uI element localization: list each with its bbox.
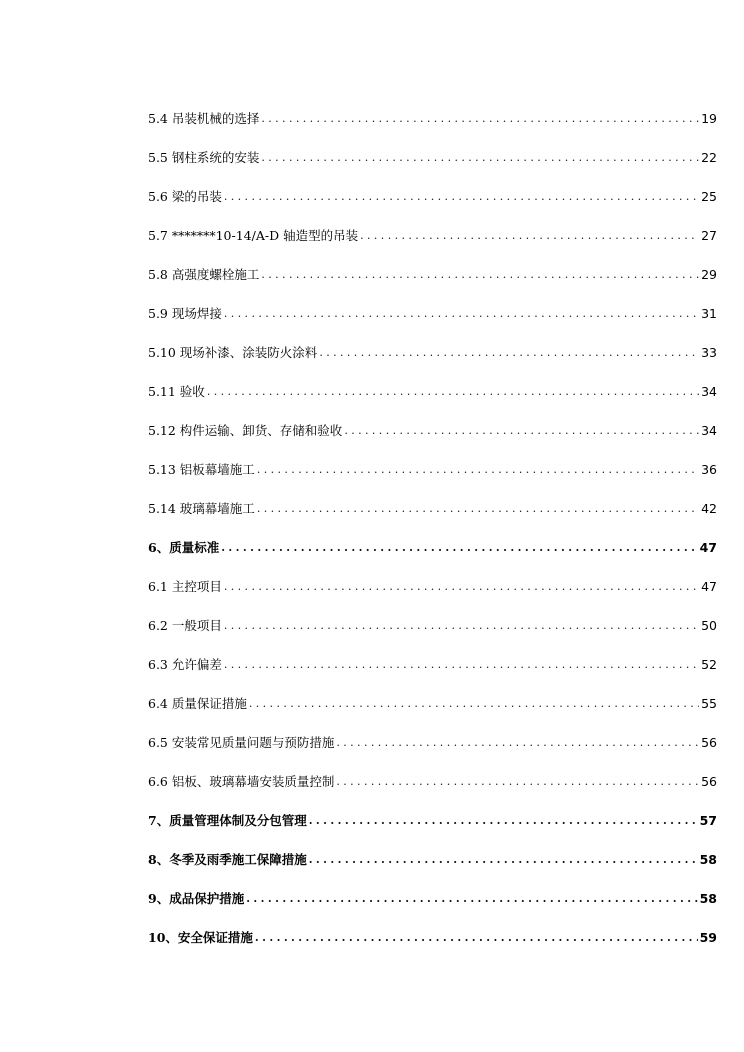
toc-entry-5-13[interactable] <box>148 439 717 478</box>
toc-page-number: 34 <box>701 423 717 438</box>
toc-page-number: 34 <box>701 384 717 399</box>
dot-leader <box>336 735 699 751</box>
dot-leader <box>261 111 699 127</box>
toc-entry-5-8[interactable] <box>148 244 717 283</box>
toc-entry-6-6[interactable] <box>148 751 717 790</box>
toc-page-number: 31 <box>701 306 717 321</box>
toc-entry-6-3[interactable] <box>148 634 717 673</box>
dot-leader <box>309 852 698 868</box>
toc-page-number: 52 <box>701 657 717 672</box>
toc-entry-6-1[interactable] <box>148 556 717 595</box>
toc-page-number: 25 <box>701 189 717 204</box>
toc-entry-10[interactable] <box>148 907 717 946</box>
toc-page-number: 22 <box>701 150 717 165</box>
toc-entry-6-5[interactable] <box>148 712 717 751</box>
toc-entry-title: 7、质量管理体制及分包管理 <box>148 813 307 828</box>
toc-entry-title: 5.5 钢柱系统的安装 <box>148 150 260 165</box>
toc-entry-title: 6.5 安装常见质量问题与预防措施 <box>148 735 335 750</box>
toc-page-number: 19 <box>701 111 717 126</box>
toc-page-number: 47 <box>699 540 717 555</box>
toc-page-number: 50 <box>701 618 717 633</box>
toc-entry-9[interactable] <box>148 868 717 907</box>
toc-entry-title: 6.2 一般项目 <box>148 618 222 633</box>
toc-page-number: 57 <box>699 813 717 828</box>
toc-page-number: 56 <box>701 774 717 789</box>
toc-entry-5-10[interactable] <box>148 322 717 361</box>
toc-entry-6[interactable] <box>148 517 717 556</box>
table-of-contents <box>148 88 717 946</box>
toc-entry-5-11[interactable] <box>148 361 717 400</box>
toc-page-number: 27 <box>701 228 717 243</box>
toc-entry-title: 6.3 允许偏差 <box>148 657 222 672</box>
dot-leader <box>224 306 699 322</box>
toc-entry-5-12[interactable] <box>148 400 717 439</box>
toc-entry-title: 5.12 构件运输、卸货、存储和验收 <box>148 423 343 438</box>
toc-page-number: 56 <box>701 735 717 750</box>
dot-leader <box>261 150 699 166</box>
toc-entry-title: 10、安全保证措施 <box>148 930 253 945</box>
dot-leader <box>255 930 698 946</box>
toc-entry-7[interactable] <box>148 790 717 829</box>
dot-leader <box>224 618 699 634</box>
toc-page-number: 36 <box>701 462 717 477</box>
toc-entry-title: 5.8 高强度螺栓施工 <box>148 267 260 282</box>
toc-entry-title: 5.11 验收 <box>148 384 205 399</box>
dot-leader <box>221 540 697 556</box>
toc-entry-5-9[interactable] <box>148 283 717 322</box>
toc-page-number: 55 <box>701 696 717 711</box>
dot-leader <box>309 813 698 829</box>
toc-entry-title: 5.14 玻璃幕墙施工 <box>148 501 255 516</box>
toc-entry-5-4[interactable] <box>148 88 717 127</box>
toc-entry-title: 6、质量标准 <box>148 540 220 555</box>
dot-leader <box>344 423 699 439</box>
toc-entry-6-2[interactable] <box>148 595 717 634</box>
toc-entry-title: 5.4 吊装机械的选择 <box>148 111 260 126</box>
toc-entry-title: 6.1 主控项目 <box>148 579 222 594</box>
dot-leader <box>249 696 699 712</box>
toc-page-number: 59 <box>699 930 717 945</box>
toc-entry-5-5[interactable] <box>148 127 717 166</box>
dot-leader <box>261 267 699 283</box>
toc-entry-title: 5.13 铝板幕墙施工 <box>148 462 255 477</box>
toc-entry-title: 8、冬季及雨季施工保障措施 <box>148 852 307 867</box>
toc-entry-5-14[interactable] <box>148 478 717 517</box>
dot-leader <box>360 228 699 244</box>
dot-leader <box>224 189 699 205</box>
toc-entry-title: 6.4 质量保证措施 <box>148 696 247 711</box>
toc-entry-title: 9、成品保护措施 <box>148 891 245 906</box>
toc-entry-title: 6.6 铝板、玻璃幕墙安装质量控制 <box>148 774 335 789</box>
toc-entry-8[interactable] <box>148 829 717 868</box>
dot-leader <box>207 384 699 400</box>
toc-page-number: 47 <box>701 579 717 594</box>
toc-page-number: 58 <box>699 852 717 867</box>
toc-entry-title: 5.7 *******10-14/A-D 轴造型的吊装 <box>148 228 359 243</box>
toc-entry-5-6[interactable] <box>148 166 717 205</box>
dot-leader <box>319 345 699 361</box>
toc-entry-title: 5.10 现场补漆、涂装防火涂料 <box>148 345 318 360</box>
toc-page-number: 42 <box>701 501 717 516</box>
toc-entry-title: 5.6 梁的吊装 <box>148 189 222 204</box>
dot-leader <box>246 891 697 907</box>
dot-leader <box>336 774 699 790</box>
toc-page-number: 33 <box>701 345 717 360</box>
toc-entry-5-7[interactable] <box>148 205 717 244</box>
toc-page-number: 29 <box>701 267 717 282</box>
dot-leader <box>257 462 699 478</box>
dot-leader <box>257 501 699 517</box>
toc-entry-title: 5.9 现场焊接 <box>148 306 222 321</box>
dot-leader <box>224 579 699 595</box>
toc-entry-6-4[interactable] <box>148 673 717 712</box>
dot-leader <box>224 657 699 673</box>
toc-page-number: 58 <box>699 891 717 906</box>
